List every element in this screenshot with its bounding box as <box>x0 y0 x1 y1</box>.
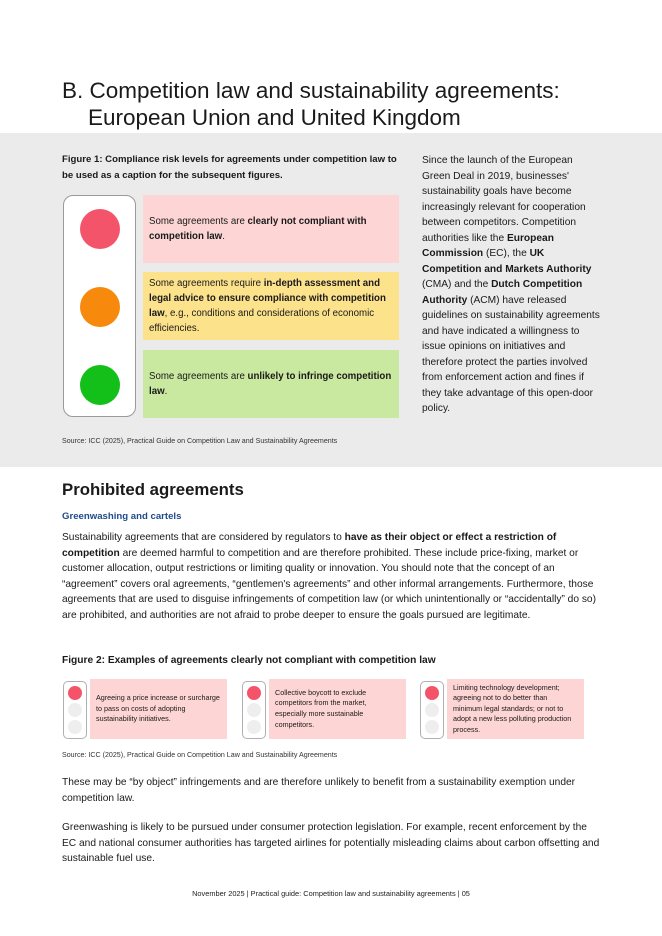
red-light-icon <box>68 686 82 700</box>
figure-1-caption: Figure 1: Compliance risk levels for agreements under competition law to be used as a caption for the subsequent figures. <box>62 154 397 181</box>
mini-traffic-light <box>420 681 444 739</box>
example-box-technology: Limiting technology development; agreeing not to do better than minimum legal standards; or not to adopt a new less polluting production process. <box>447 679 584 739</box>
inactive-light-icon <box>425 720 439 734</box>
example-box-boycott: Collective boycott to exclude competitors from the market, especially more sustainable competitors. <box>269 679 406 739</box>
body-paragraph: Sustainability agreements that are considered by regulators to have as their object or effect a restriction of competition are deemed harmful to competition and are therefore prohibited. These include price-fixing, market or customer allocation, output restrictions or limiting quality or innovation. You should note that the concept of an “agreement” covers oral agreements, “gentlemen's agreements” and other informal arrangements. Furthermore, those agreements that are used to disguise infringements of competition law (or which unintentionally or “accidentally” do so) are prohibited, and authorities are not afraid to probe deeper to ensure the goals pursued are legitimate. <box>62 532 596 621</box>
body-paragraph: These may be “by object” infringements and are therefore unlikely to benefit from a sustainability exemption under competition law. <box>62 777 576 804</box>
example-box-price-increase: Agreeing a price increase or surcharge to pass on costs of adopting sustainability initiatives. <box>90 679 227 739</box>
inactive-light-icon <box>247 703 261 717</box>
inactive-light-icon <box>68 703 82 717</box>
red-light-icon <box>247 686 261 700</box>
section-heading: Prohibited agreements <box>62 480 244 499</box>
risk-box-in-depth <box>143 272 399 340</box>
risk-box-unlikely <box>143 350 399 418</box>
page-title <box>62 77 622 131</box>
mini-traffic-light <box>242 681 266 739</box>
amber-light-icon <box>80 287 120 327</box>
title-line-1: B. Competition law and sustainability agreements: <box>62 78 560 104</box>
figure-2-caption: Figure 2: Examples of agreements clearly not compliant with competition law <box>62 655 436 666</box>
figure-2-source: Source: ICC (2025), Practical Guide on Competition Law and Sustainability Agreements <box>62 751 338 759</box>
body-paragraph: Greenwashing is likely to be pursued under consumer protection legislation. For example, recent enforcement by the EC and national consumer authorities has targeted airlines for potentially misleading claims about carbon offsetting and sustainable fuel use. <box>62 822 600 865</box>
sidebar-text: Since the launch of the European Green Deal in 2019, businesses' sustainability goals have become increasingly relevant for cooperation between competitors. Competition authorities like the European Commission (EC), the UK Competition and Markets Authority (CMA) and the Dutch Competition Authority (ACM) have released guidelines on sustainability agreements and have indicated a willingness to issue opinions on initiatives and therefore protect the parties involved from enforcement action and fines if they take advantage of this open-door policy. <box>422 155 600 414</box>
inactive-light-icon <box>68 720 82 734</box>
section-subheading: Greenwashing and cartels <box>62 511 182 522</box>
title-line-2: European Union and United Kingdom <box>88 105 461 131</box>
page-footer: November 2025 | Practical guide: Competition law and sustainability agreements | 05 <box>192 889 470 898</box>
risk-box-text: Some agreements are unlikely to infringe competition law. <box>149 370 392 397</box>
figure-1-source: Source: ICC (2025), Practical Guide on Competition Law and Sustainability Agreements <box>62 437 338 445</box>
traffic-light <box>63 195 136 417</box>
green-light-icon <box>80 365 120 405</box>
inactive-light-icon <box>247 720 261 734</box>
inactive-light-icon <box>425 703 439 717</box>
red-light-icon <box>425 686 439 700</box>
risk-box-text: Some agreements are clearly not compliant with competition law. <box>149 215 367 242</box>
red-light-icon <box>80 209 120 249</box>
risk-box-text: Some agreements require in-depth assessment and legal advice to ensure compliance with competition law, e.g., conditions and considerations of economic efficiencies. <box>149 277 386 335</box>
risk-box-not-compliant <box>143 195 399 263</box>
mini-traffic-light <box>63 681 87 739</box>
